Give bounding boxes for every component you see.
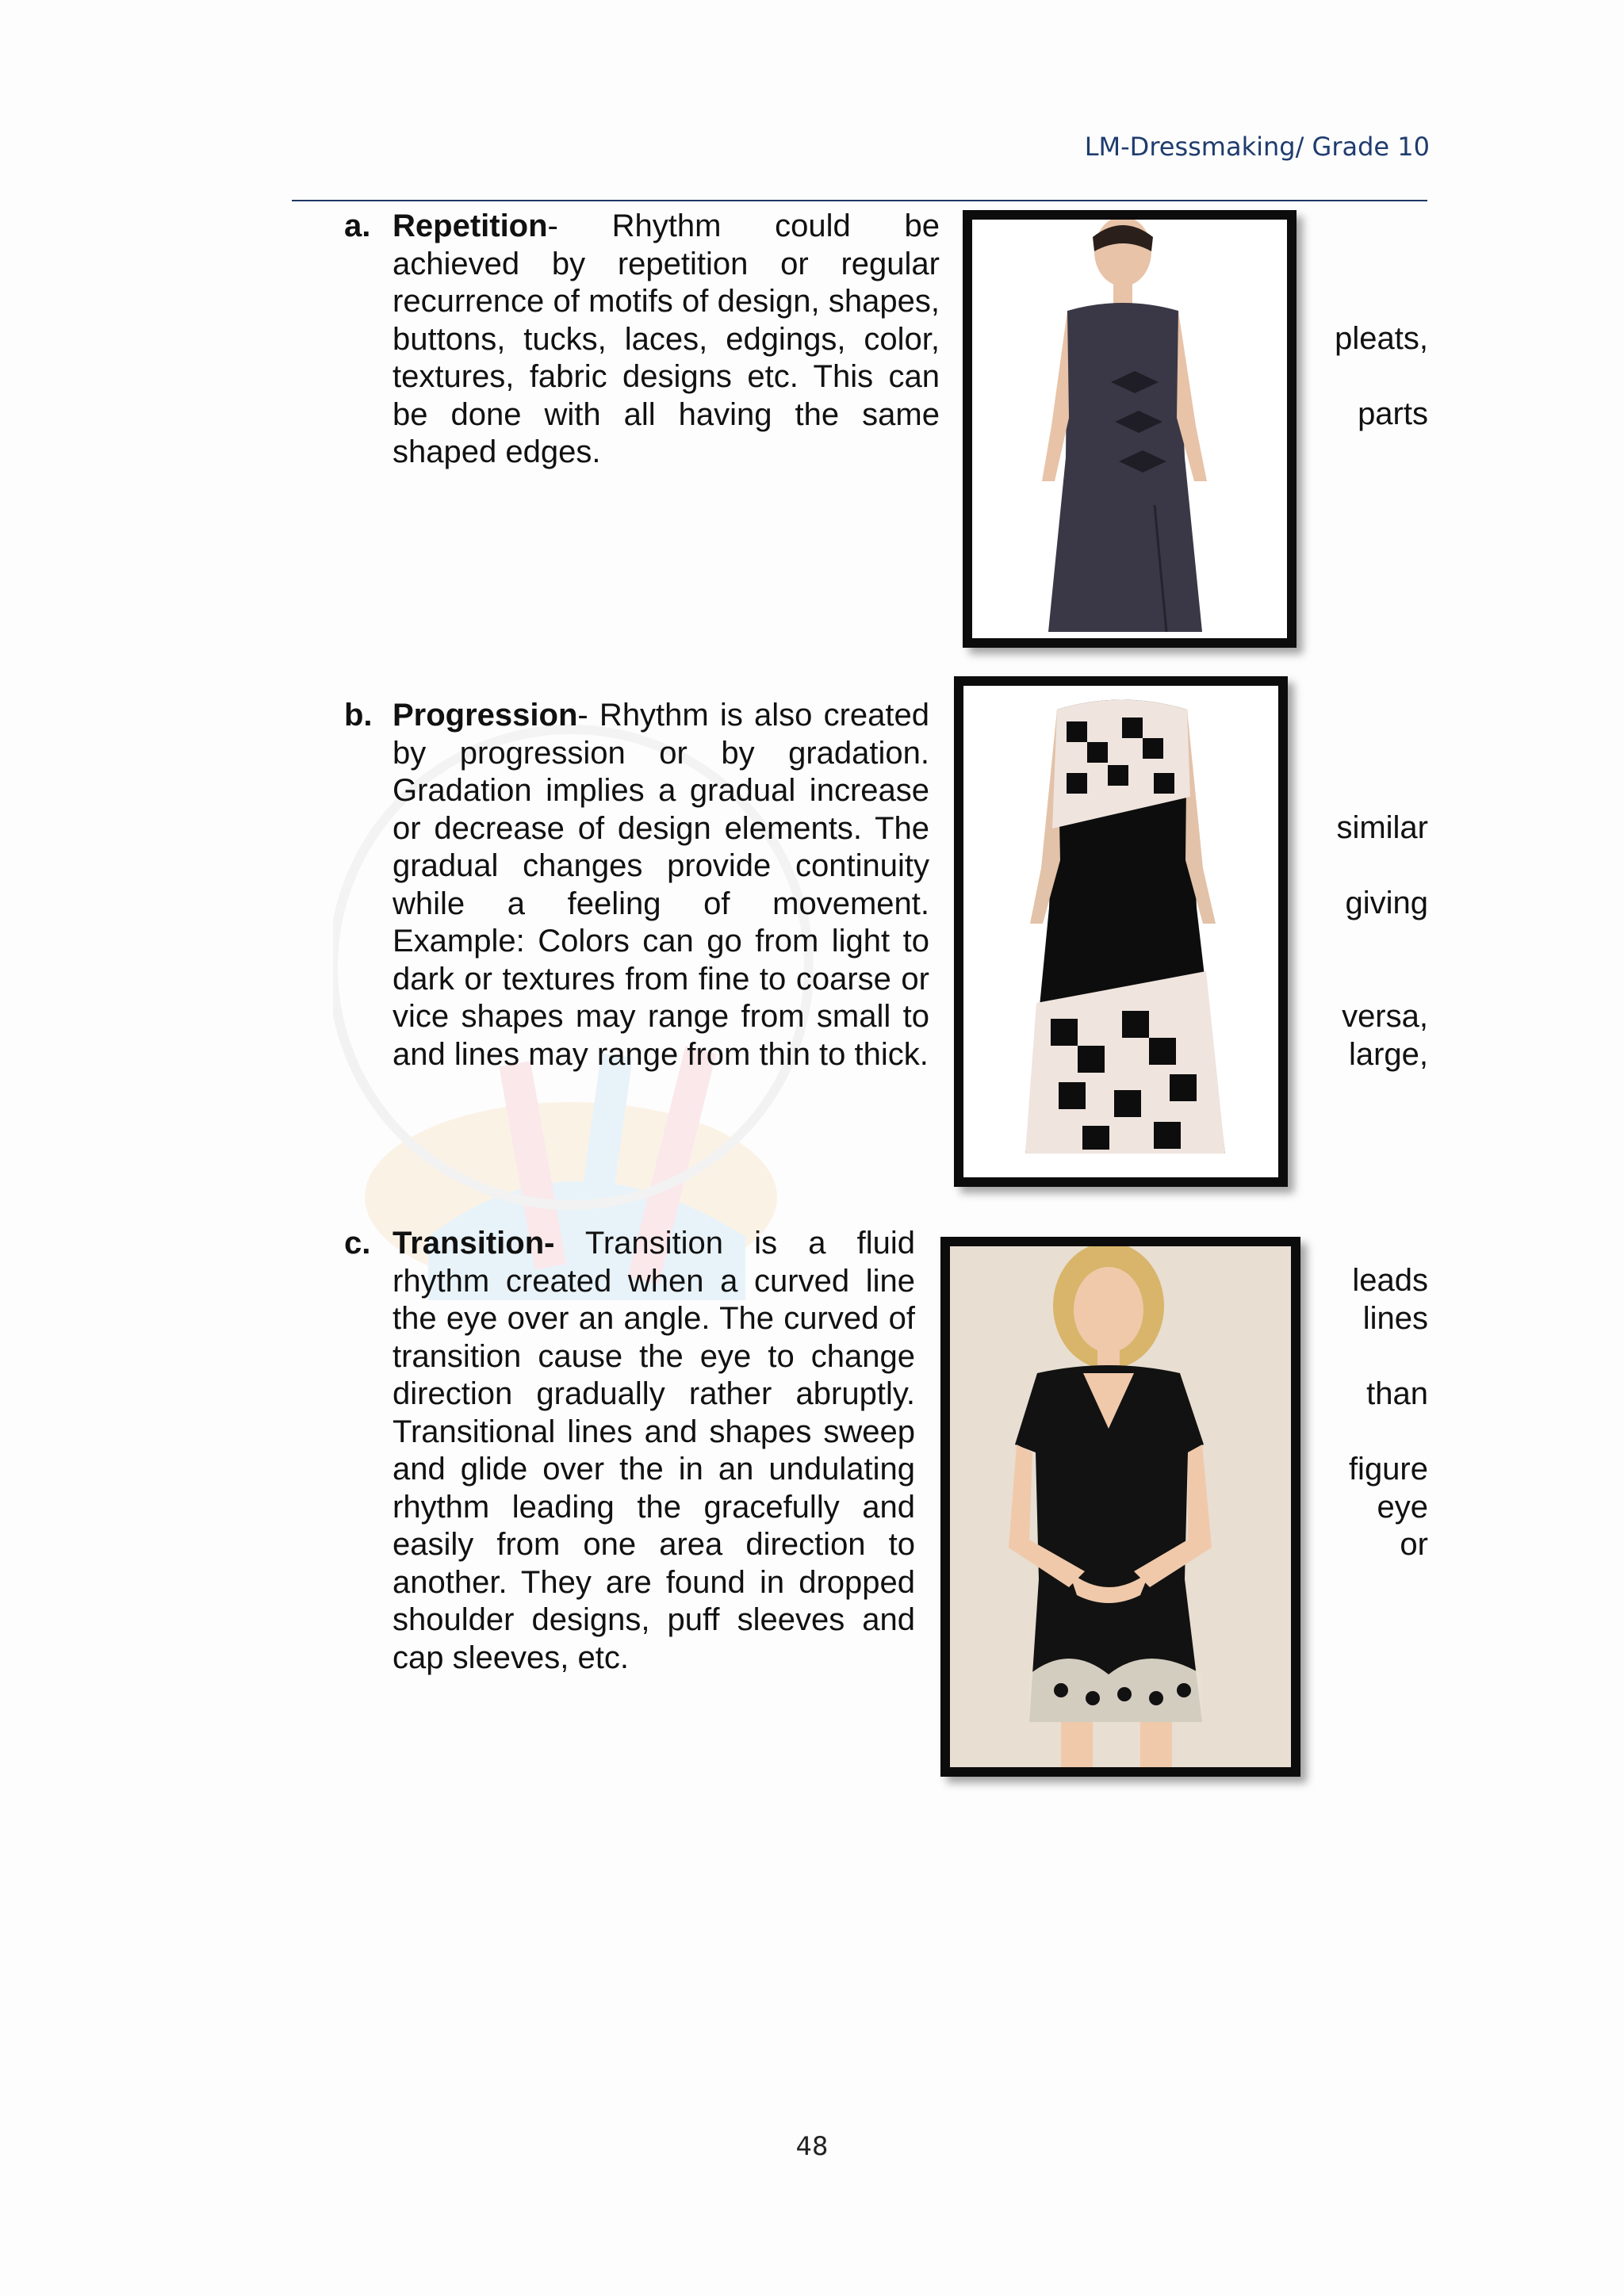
side-word: pleats, — [1335, 321, 1428, 356]
item-text: Rhythm is also created by progression or by gradation. Gradation implies a gradual increase or decrease of design elements. The gradual changes provide continuity while a feeling of movement. Example: Colors can go from light to dark or textures from fine to coarse or vice shapes may range from small to and lines may range from thin to thick. — [393, 698, 929, 1072]
item-paragraph — [393, 208, 940, 472]
page-number: 48 — [795, 2131, 829, 2161]
item-paragraph — [393, 697, 929, 1073]
item-text: Transition is a fluid rhythm created when a curved line the eye over an angle. The curved of transition cause the eye to change direction gradually rather abruptly. Transitional lines and shapes sweep and glide over the in an undulating rhythm leading the gracefully and easily from one area direction to another. They are found in dropped shoulder designs, puff sleeves and cap sleeves, etc. — [393, 1226, 915, 1675]
header-divider — [292, 200, 1427, 201]
side-word: similar — [1336, 810, 1428, 845]
side-word: versa, — [1342, 999, 1428, 1034]
side-word: large, — [1348, 1037, 1428, 1072]
side-word: figure — [1348, 1452, 1428, 1487]
item-paragraph — [393, 1225, 915, 1677]
item-term: Progression — [393, 698, 578, 733]
item-label: c. — [344, 1226, 371, 1261]
side-word: or — [1400, 1527, 1428, 1562]
item-term-dash: - — [577, 698, 588, 733]
item-term-dash: - — [547, 209, 558, 243]
side-word: parts — [1358, 396, 1428, 431]
side-word: than — [1366, 1376, 1428, 1411]
item-label: a. — [344, 209, 371, 243]
dress-photo-repetition — [963, 210, 1297, 648]
item-text: Rhythm could be achieved by repetition or regular recurrence of motifs of design, shapes, buttons, tucks, laces, edgings, color, textures, fabric designs etc. This can be done with all having the same shaped edges. — [393, 209, 940, 469]
running-header: LM-Dressmaking/ Grade 10 — [1084, 132, 1430, 162]
side-word: giving — [1345, 886, 1428, 920]
dress-photo-progression — [954, 676, 1288, 1187]
item-term: Repetition — [393, 209, 548, 243]
item-term: Transition- — [393, 1226, 555, 1261]
dress-photo-transition — [940, 1237, 1300, 1777]
side-word: eye — [1377, 1490, 1428, 1525]
item-label: b. — [344, 698, 373, 733]
side-word: leads — [1352, 1263, 1428, 1298]
side-word: lines — [1362, 1301, 1428, 1336]
